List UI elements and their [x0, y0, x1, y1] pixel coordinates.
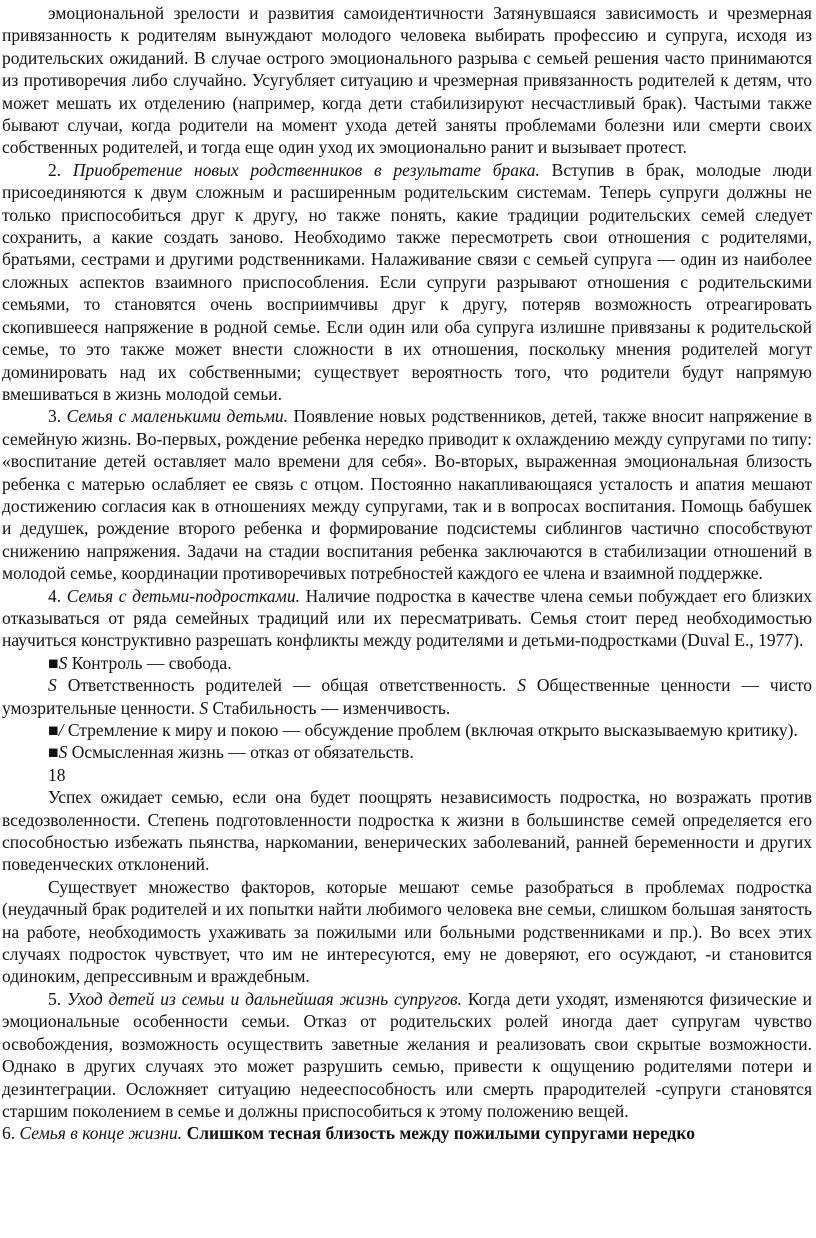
stage-number: 3. — [48, 406, 62, 427]
stage-title: Семья с маленькими детьми. — [66, 406, 289, 427]
list-item-meaningful-life — [2, 741, 812, 763]
list-mark: S — [517, 675, 526, 696]
list-text: Осмысленная жизнь — отказ от обязательств. — [71, 742, 414, 763]
paragraph-text: Вступив в брак, молодые люди присоединяются к двум сложным и расширенным родительским системам. Теперь супруги должны не только приспособиться друг к другу, но также понять, какие традиции родительских семей следует сохранить, а какие создать заново. Необходимо также пересмотреть свои отношения с родителями, братьями, сестрами и другими родственниками. Налаживание связи с семьей супруга — один из наиболее сложных аспектов взаимного приспособления. Если супруги разрывают отношения с родительскими семьями, то становятся очень восприимчивы друг к другу, потеряв возможность отреагировать скопившееся напряжение в родной семье. Если один или оба супруга излишне привязаны к родительской семье, то это также может внести сложности в их отношения, поскольку мнения родителей могут доминировать над их собственными; существует вероятность того, что родители будут напрямую вмешиваться в жизнь молодой семьи. — [2, 159, 812, 404]
paragraph-text: Появление новых родственников, детей, также вносит напряжение в семейную жизнь. Во-первых, рождение ребенка нередко приводит к охлаждению между супругами по типу: «воспитание детей оставляет мало времени для себя». Во-вторых, выраженная эмоциональная близость ребенка с матерью ослабляет ее связь с отцом. Постоянно накапливающаяся усталость и апатия мешают достижению согласия как в отношениях между супругами, так и в вопросах воспитания. Помощь бабушек и дедушек, рождение второго ребенка и формирование подсистемы сиблингов частично способствуют снижению напряжения. Задачи на стадии воспитания ребенка заключаются в стабилизации отношений в молодой семье, координации противоречивых потребностей каждого ее члена и взаимной поддержке. — [2, 406, 812, 584]
list-mark: S — [48, 675, 57, 696]
paragraph-text: Слишком тесная близость между пожилыми супругами нередко — [186, 1123, 696, 1144]
paragraph-stage-6 — [2, 1122, 812, 1144]
paragraph-stage-5 — [2, 988, 812, 1122]
paragraph-emotional-maturity — [2, 2, 812, 159]
paragraph-stage-4 — [2, 585, 812, 652]
square-bullet-icon: ■ — [48, 742, 59, 763]
paragraph-text: эмоциональной зрелости и развития самоидентичности Затянувшаяся зависимость и чрезмерная привязанность к родителям вынуждают молодого человека выбирать профессию и супруга, исходя из родительских ожиданий. В случае острого эмоционального разрыва с семьей решения часто принимаются из противоречия либо случайно. Усугубляет ситуацию и чрезмерная привязанность родителей к детям, что может мешать их отделению (например, когда дети стабилизируют несчастливый брак). Частыми также бывают случаи, когда родители на момент ухода детей заняты проблемами болезни или смерти своих собственных родителей, и тогда еще один уход их эмоционально ранит и вызывает протест. — [2, 3, 812, 158]
stage-number: 4. — [48, 585, 62, 606]
paragraph-stage-2 — [2, 159, 812, 405]
paragraph-success — [2, 786, 812, 876]
list-text: Стабильность — изменчивость. — [212, 697, 451, 718]
paragraph-stage-3 — [2, 405, 812, 584]
list-text: Ответственность родителей — общая ответственность. — [67, 675, 507, 696]
list-text: Стремление к миру и покою — обсуждение проблем (включая открыто высказываемую критику). — [67, 720, 798, 740]
paragraph-text: Наличие подростка в качестве члена семьи побуждает его близких отказываться от ряда семейных традиций или их пересматривать. Семья стоит перед необходимостью научиться конструктивно разрешать конфликты между родителями и детьми-подростками (Duval E., 1977). — [2, 585, 813, 651]
square-bullet-icon: ■ — [48, 720, 59, 740]
list-item-control-freedom — [2, 652, 812, 674]
square-bullet-icon: ■ — [48, 652, 59, 673]
stage-title: Уход детей из семьи и дальнейшая жизнь супругов. — [67, 988, 462, 1009]
list-item-peace — [2, 719, 812, 741]
paragraph-text: Успех ожидает семью, если она будет поощрять независимость подростка, но возражать против вседозволенности. Степень подготовленности подростка к жизни в большинстве семей определяется его способностью избежать пьянства, наркомании, венерических заболеваний, ранней беременности и других поведенческих отклонений. — [2, 787, 812, 875]
stage-title: Приобретение новых родственников в результате брака. — [72, 159, 540, 180]
list-text: Общественные ценности — чисто умозрительные ценности. — [2, 675, 812, 718]
paragraph-factors — [2, 876, 812, 988]
list-item-responsibility — [2, 674, 812, 719]
stage-title: Семья с детьми-подростками. — [66, 585, 300, 606]
stage-number: 2. — [48, 159, 62, 180]
list-mark: S — [58, 742, 68, 763]
stage-title: Семья в конце жизни. — [19, 1123, 183, 1144]
list-mark: S — [199, 697, 209, 718]
list-text: Контроль — свобода. — [71, 652, 232, 673]
stage-number: 6. — [2, 1123, 16, 1144]
page-number: 18 — [48, 764, 66, 785]
list-mark: / — [58, 720, 64, 740]
paragraph-text: Когда дети уходят, изменяются физические и эмоциональные особенности семьи. Отказ от родительских ролей иногда дает супругам чувство освобождения, возможность осуществить заветные желания и реализовать свои скрытые возможности. Однако в других случаях это может разрушить семью, привести к ощущению родителями потери и дезинтеграции. Осложняет ситуацию недееспособность или смерть прародителей -супруги становятся старшим поколением в семье и должны приспособиться к этому положению вещей. — [2, 988, 812, 1121]
list-mark: S — [58, 652, 68, 673]
stage-number: 5. — [48, 988, 62, 1009]
paragraph-text: Существует множество факторов, которые мешают семье разобраться в проблемах подростка (неудачный брак родителей и их попытки найти любимого человека вне семьи, слишком большая занятость на работе, необходимость ухаживать за пожилыми или больными родственниками и пр.). Во всех этих случаях подросток чувствует, что им не интересуются, ему не доверяют, его осуждают, -и становится одиноким, депрессивным и враждебным. — [2, 876, 812, 987]
